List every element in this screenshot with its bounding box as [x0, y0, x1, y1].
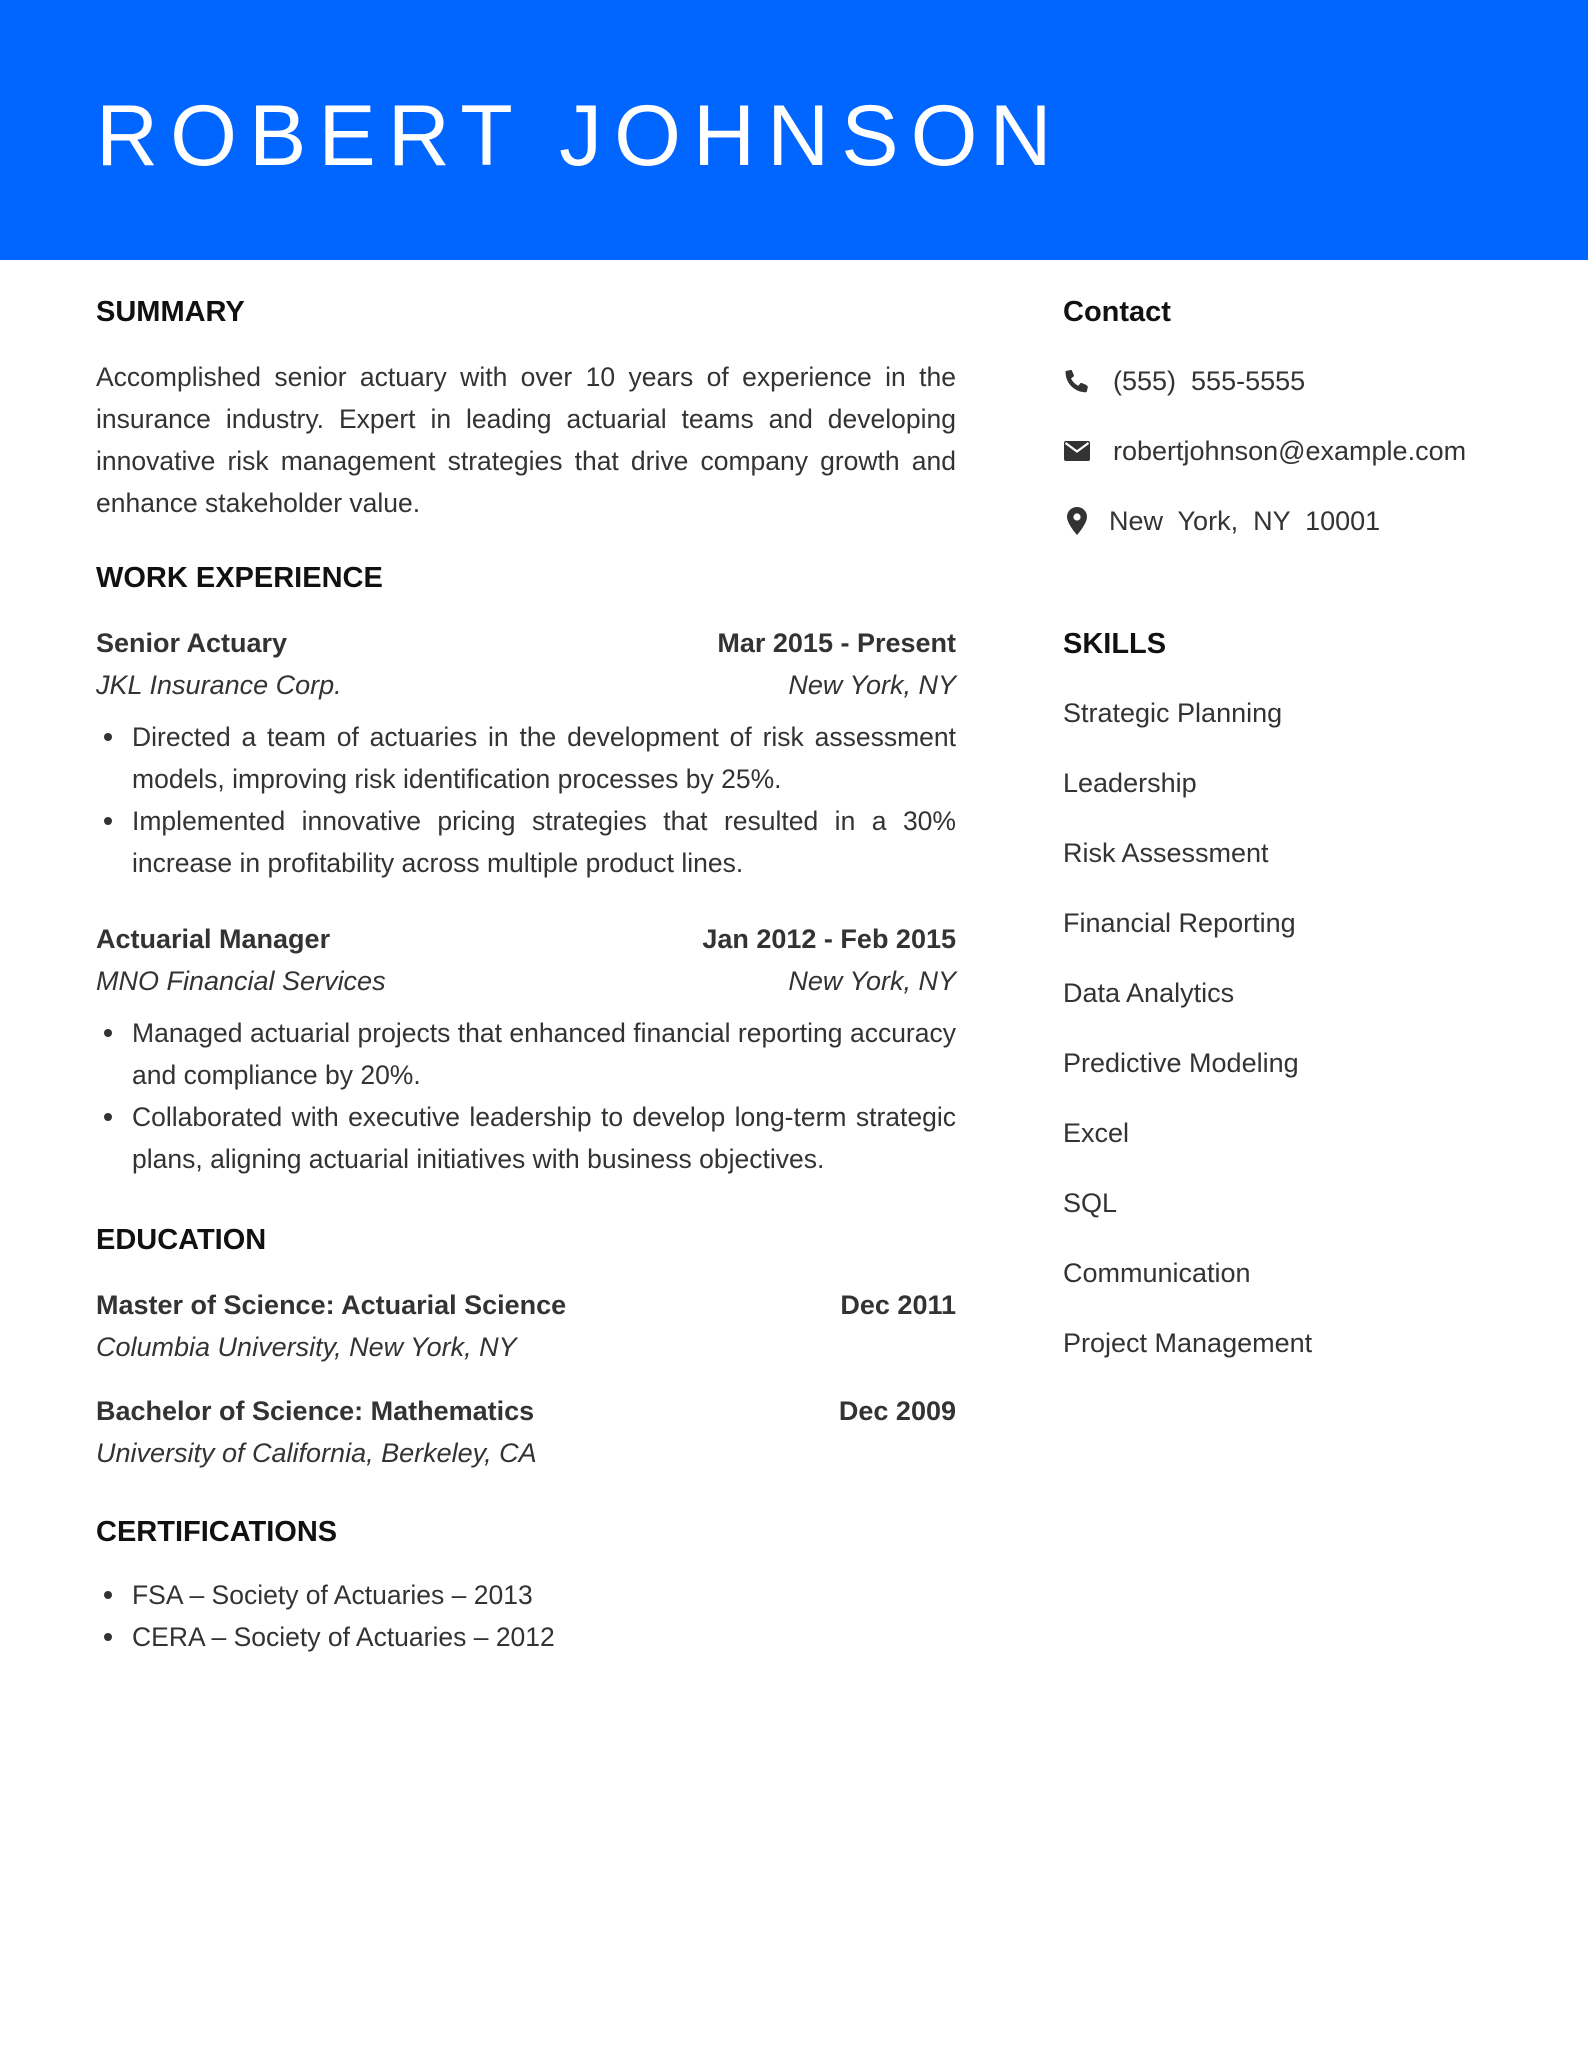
skill-list [1063, 678, 1533, 1378]
summary-heading: SUMMARY [96, 296, 245, 328]
certification-item: CERA – Society of Actuaries – 2012 [132, 1616, 956, 1658]
skills-section [1063, 624, 1533, 1378]
job-location: New York, NY [788, 966, 956, 996]
degree-date: Dec 2011 [840, 1290, 956, 1320]
skill-item: Data Analytics [1063, 978, 1235, 1008]
location-text: New York, NY 10001 [1109, 505, 1381, 536]
skill-item: Financial Reporting [1063, 908, 1296, 938]
degree-date: Dec 2009 [838, 1396, 956, 1426]
candidate-name: ROBERT JOHNSON [96, 88, 1064, 184]
job-entry [96, 918, 956, 1180]
phone-icon [1063, 367, 1091, 395]
envelope-icon [1063, 437, 1091, 465]
education-entry [96, 1390, 956, 1474]
contact-email [1063, 416, 1533, 486]
skills-heading: SKILLS [1063, 628, 1167, 660]
job-role: Actuarial Manager [96, 924, 331, 954]
job-dates: Jan 2012 - Feb 2015 [702, 924, 956, 954]
degree: Master of Science: Actuarial Science [96, 1290, 567, 1320]
certification-list [96, 1574, 956, 1658]
phone-number[interactable]: (555) 555-5555 [1113, 365, 1306, 396]
skill-item: SQL [1063, 1188, 1118, 1218]
job-location: New York, NY [788, 670, 956, 700]
work-experience-heading: WORK EXPERIENCE [96, 562, 383, 594]
skill-item: Project Management [1063, 1328, 1313, 1358]
contact-section [1063, 292, 1533, 556]
main-column [96, 292, 956, 1658]
education-heading: EDUCATION [96, 1224, 267, 1256]
certifications-heading: CERTIFICATIONS [96, 1516, 338, 1548]
skill-item: Excel [1063, 1118, 1130, 1148]
sidebar-column [1063, 292, 1533, 1378]
job-bullets [96, 716, 956, 884]
job-company: MNO Financial Services [96, 966, 386, 996]
degree: Bachelor of Science: Mathematics [96, 1396, 535, 1426]
contact-location [1063, 486, 1533, 556]
email-address[interactable]: robertjohnson@example.com [1113, 435, 1467, 466]
education-section [96, 1220, 956, 1474]
skill-item: Predictive Modeling [1063, 1048, 1299, 1078]
job-bullet: Collaborated with executive leadership to develop long-term strategic plans, aligning actuarial initiatives with business objectives. [132, 1096, 956, 1180]
certifications-section [96, 1512, 956, 1658]
work-experience-section [96, 558, 956, 1180]
job-bullets [96, 1012, 956, 1180]
job-bullet: Directed a team of actuaries in the development of risk assessment models, improving risk identification processes by 25%. [132, 716, 956, 800]
job-bullet: Implemented innovative pricing strategies that resulted in a 30% increase in profitability across multiple product lines. [132, 800, 956, 884]
job-company: JKL Insurance Corp. [96, 670, 342, 700]
school: Columbia University, New York, NY [96, 1332, 517, 1362]
contact-heading: Contact [1063, 296, 1171, 328]
school: University of California, Berkeley, CA [96, 1438, 537, 1468]
job-entry [96, 622, 956, 884]
skill-item: Communication [1063, 1258, 1251, 1288]
contact-phone [1063, 346, 1533, 416]
job-dates: Mar 2015 - Present [717, 628, 956, 658]
skill-item: Leadership [1063, 768, 1197, 798]
skill-item: Strategic Planning [1063, 698, 1283, 728]
certification-item: FSA – Society of Actuaries – 2013 [132, 1574, 956, 1616]
job-bullet: Managed actuarial projects that enhanced financial reporting accuracy and compliance by 20%. [132, 1012, 956, 1096]
summary-section [96, 292, 956, 524]
skill-item: Risk Assessment [1063, 838, 1269, 868]
education-entry [96, 1284, 956, 1368]
map-pin-icon [1063, 507, 1091, 535]
summary-text: Accomplished senior actuary with over 10 years of experience in the insurance industry. Expert in leading actuarial teams and developing innovative risk management strategies that drive company growth and enhance stakeholder value. [96, 362, 956, 518]
job-role: Senior Actuary [96, 628, 288, 658]
header-banner [0, 0, 1588, 260]
